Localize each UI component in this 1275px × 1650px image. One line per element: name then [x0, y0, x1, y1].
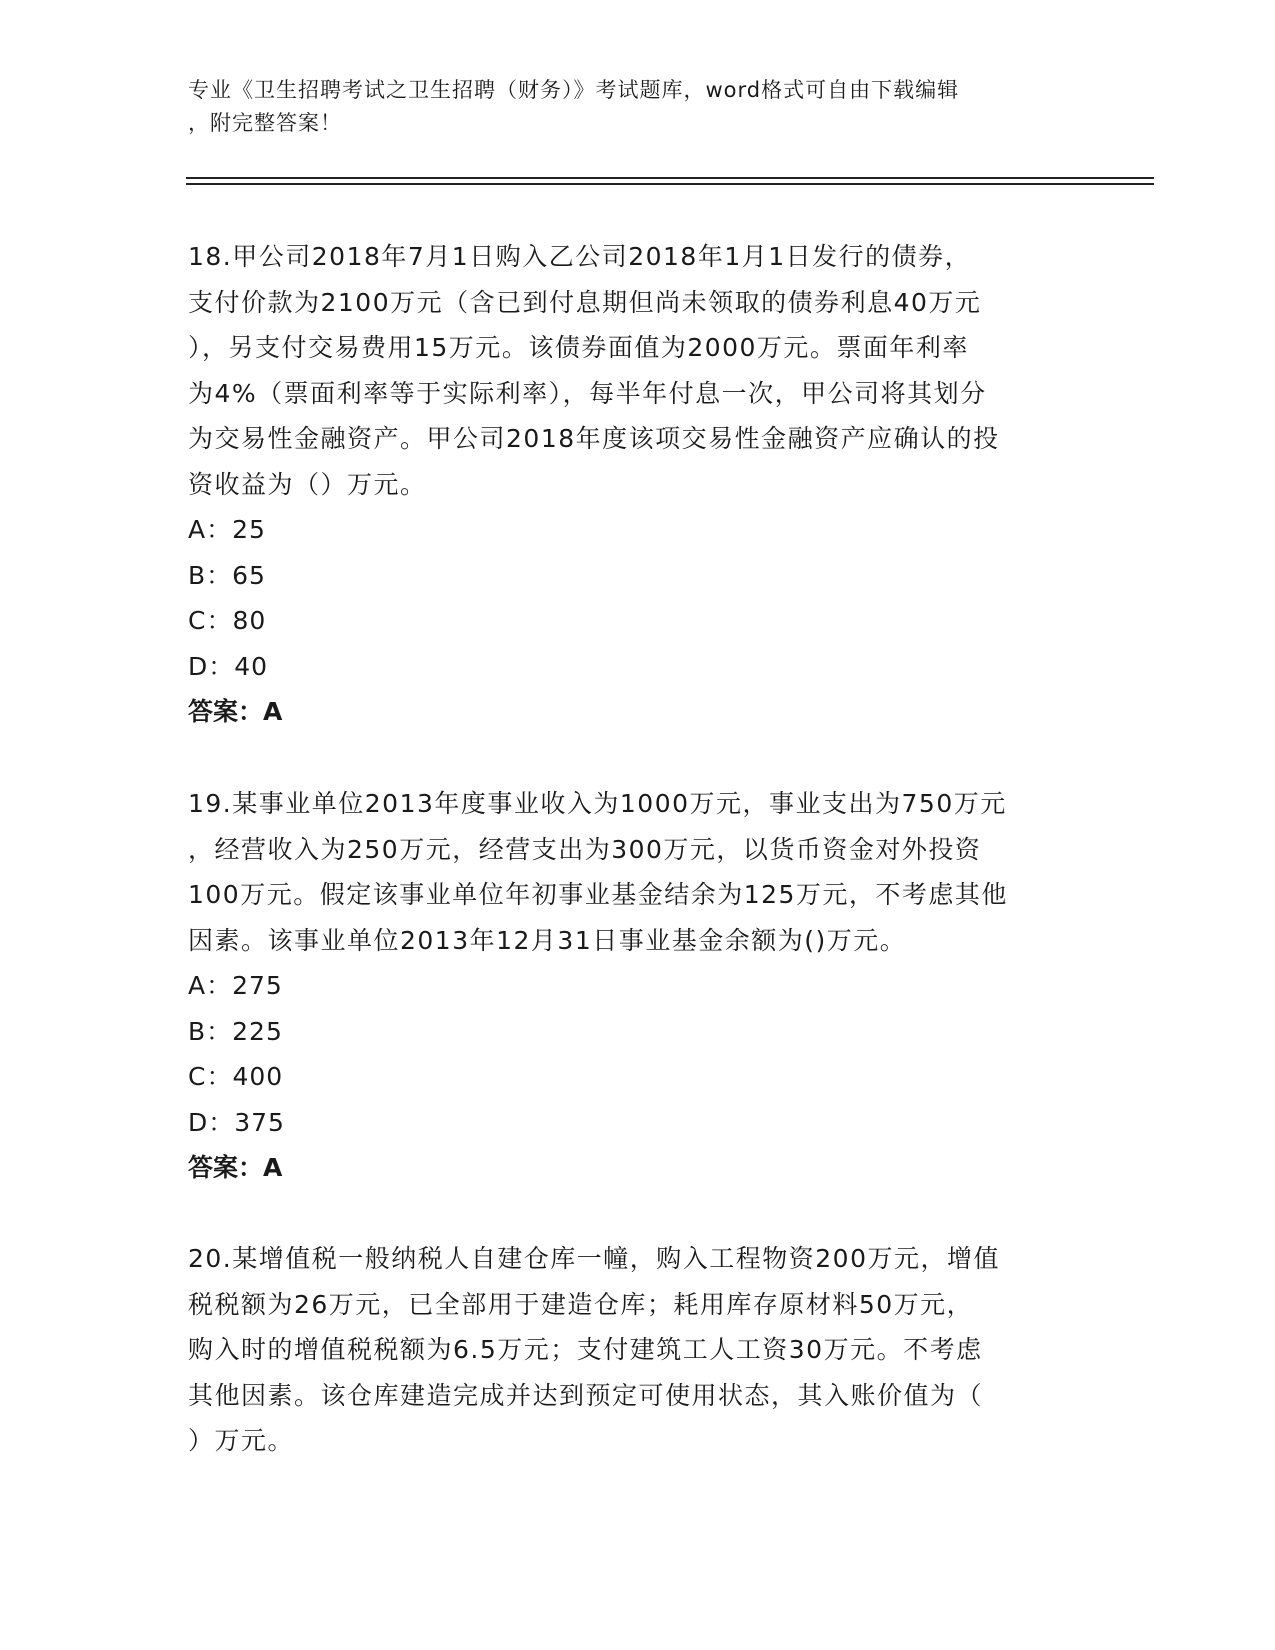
- question-20: [188, 1236, 1088, 1464]
- option-c: C：400: [188, 1062, 284, 1091]
- question-text-line: 税税额为26万元，已全部用于建造仓库；耗用库存原材料50万元，: [188, 1289, 974, 1319]
- header-line-1: 专业《卫生招聘考试之卫生招聘（财务）》考试题库，word格式可自由下载编辑: [188, 78, 960, 102]
- option-d: D：375: [188, 1107, 285, 1137]
- header-divider-top: [186, 177, 1154, 179]
- question-text-line: ）万元。: [188, 1426, 295, 1455]
- question-text-line: 18.甲公司2018年7月1日购入乙公司2018年1月1日发行的债券，: [188, 242, 972, 271]
- question-text-line: 其他因素。该仓库建造完成并达到预定可使用状态，其入账价值为（: [188, 1380, 984, 1410]
- question-text-line: 因素。该事业单位2013年12月31日事业基金余额为()万元。: [188, 925, 907, 955]
- option-b: B：65: [188, 560, 266, 590]
- question-19: [188, 781, 1088, 1191]
- question-text-line: 100万元。假定该事业单位年初事业基金结余为125万元，不考虑其他: [188, 880, 1008, 909]
- option-a: A：25: [188, 515, 266, 544]
- question-text-line: 为4%（票面利率等于实际利率），每半年付息一次，甲公司将其划分: [188, 378, 987, 408]
- question-text-line: 20.某增值税一般纳税人自建仓库一幢，购入工程物资200万元，增值: [188, 1244, 1000, 1273]
- option-b: B：225: [188, 1016, 283, 1046]
- header-divider-bottom: [186, 183, 1154, 185]
- question-text-line: ，经营收入为250万元，经营支出为300万元，以货币资金对外投资: [188, 834, 982, 864]
- option-d: D：40: [188, 651, 269, 681]
- question-18: [188, 234, 1088, 735]
- question-text-line: ），另支付交易费用15万元。该债券面值为2000万元。票面年利率: [188, 333, 969, 362]
- question-text-line: 为交易性金融资产。甲公司2018年度该项交易性金融资产应确认的投: [188, 424, 1000, 453]
- document-header: [188, 74, 1078, 140]
- answer-label: 答案：A: [188, 1153, 283, 1182]
- question-text-line: 购入时的增值税税额为6.5万元；支付建筑工人工资30万元。不考虑: [188, 1335, 983, 1364]
- header-line-2: ，附完整答案！: [188, 111, 342, 135]
- question-text-line: 支付价款为2100万元（含已到付息期但尚未领取的债券利息40万元: [188, 287, 982, 317]
- question-text-line: 资收益为（）万元。: [188, 469, 427, 499]
- option-c: C：80: [188, 606, 267, 635]
- question-text-line: 19.某事业单位2013年度事业收入为1000万元，事业支出为750万元: [188, 789, 1007, 818]
- option-a: A：275: [188, 971, 283, 1000]
- answer-label: 答案：A: [188, 697, 283, 726]
